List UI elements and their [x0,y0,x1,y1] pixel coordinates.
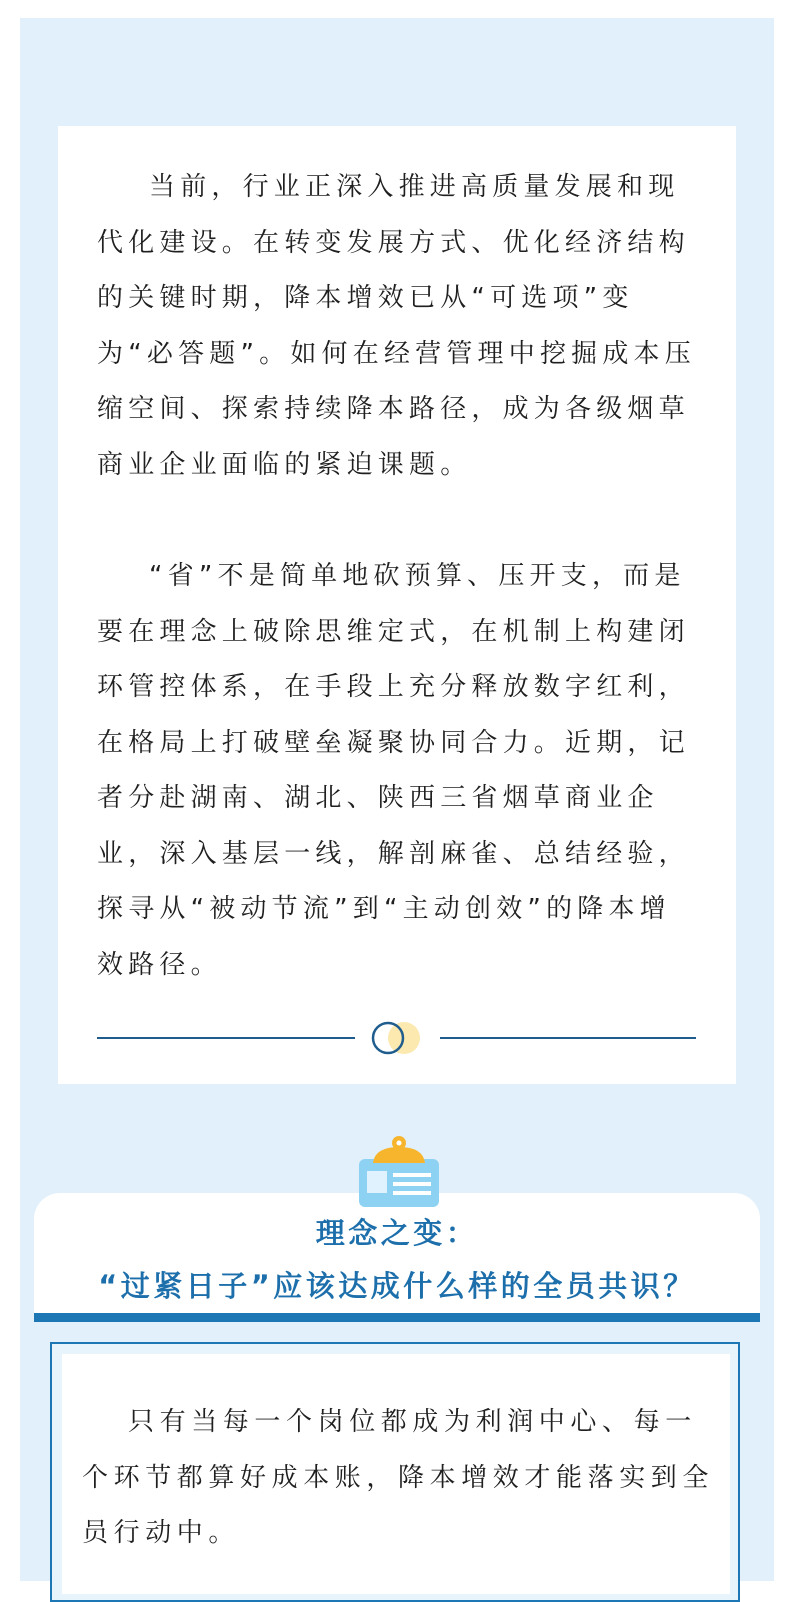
clipboard-icon [355,1133,443,1209]
intro-paragraph-2: “省”不是简单地砍预算、压开支，而是要在理念上破除思维定式，在机制上构建闭环管控体系，在手段上充分释放数字红利，在格局上打破壁垒凝聚协同合力。近期，记者分赴湖南、湖北、陕西三省烟草商业企业，深入基层一线，解剖麻雀、总结经验，探寻从“被动节流”到“主动创效”的降本增效路径。 [97,561,690,980]
section-header-bar [34,1313,760,1322]
section-title-line-2: “过紧日子”应该达成什么样的全员共识？ [98,1269,696,1303]
section-title-line-1: 理念之变： [315,1216,479,1250]
section-paragraph-1: 只有当每一个岗位都成为利润中心、每一个环节都算好成本账，降本增效才能落实到全员行动中。 [82,1407,715,1548]
divider-line-right [440,1037,696,1039]
divider-line-left [97,1037,355,1039]
circles-divider-icon [368,1018,424,1058]
intro-paragraph-1: 当前，行业正深入推进高质量发展和现代化建设。在转变发展方式、优化经济结构的关键时期，降本增效已从“可选项”变为“必答题”。如何在经营管理中挖掘成本压缩空间、探索持续降本路径，成为各级烟草商业企业面临的紧迫课题。 [97,172,696,480]
